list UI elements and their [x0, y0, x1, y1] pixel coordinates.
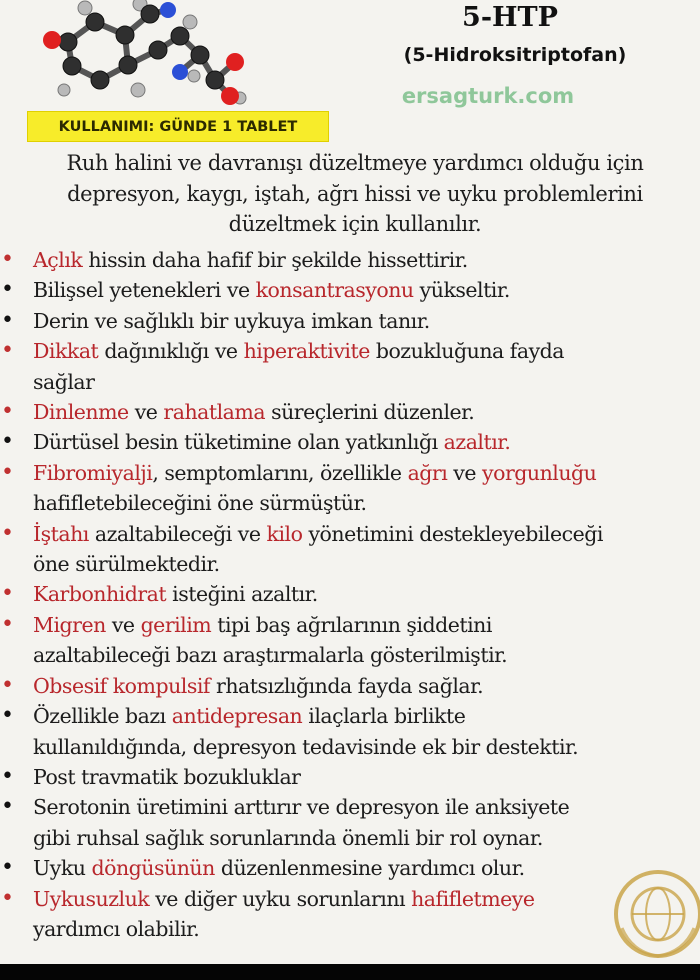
list-item-text: Uyku	[33, 856, 92, 881]
list-item-text: düzenlenmesine yardımcı olur.	[214, 856, 525, 881]
list-item-text: ilaçlarla birlikte	[302, 704, 466, 729]
highlighted-term: gerilim	[140, 612, 212, 637]
list-item-line	[33, 488, 700, 518]
highlighted-term: Obsesif kompulsif	[33, 673, 211, 698]
bullet-icon: •	[1, 855, 14, 881]
usage-label: KULLANIMI: GÜNDE 1 TABLET	[27, 111, 329, 142]
list-item-text: tipi baş ağrılarının şiddetini	[211, 612, 492, 637]
page-subtitle: (5-Hidroksitriptofan)	[403, 44, 627, 66]
molecule-ball-stick-icon	[40, 0, 270, 115]
list-item-line	[33, 792, 700, 822]
list-item	[0, 306, 700, 336]
list-item-text: sağlar	[33, 369, 95, 394]
bullet-icon: •	[1, 307, 14, 333]
list-item-text: Dürtüsel besin tüketimine olan yatkınlığı	[33, 430, 444, 455]
list-item-line	[33, 397, 700, 427]
list-item-text: ve	[128, 400, 164, 425]
list-item-text: kullanıldığında, depresyon tedavisinde ek bir destektir.	[33, 734, 579, 759]
list-item-text: azaltabileceği ve	[88, 521, 267, 546]
intro-line: depresyon, kaygı, iştah, ağrı hissi ve uyku problemlerini	[67, 181, 643, 206]
list-item-text: dağınıklığı ve	[98, 339, 244, 364]
highlighted-term: konsantrasyonu	[255, 278, 414, 303]
list-item-line	[33, 427, 700, 457]
list-item-line	[33, 853, 700, 883]
highlighted-term: Dikkat	[33, 339, 99, 364]
benefits-list	[0, 245, 700, 944]
bullet-icon: •	[1, 520, 14, 546]
list-item-text: Bilişsel yetenekleri ve	[33, 278, 256, 303]
list-item-text: yönetimini destekleyebileceği	[302, 521, 603, 546]
globe-seal-icon	[612, 868, 700, 960]
list-item-text: hissin daha hafif bir şekilde hissettirir.	[82, 248, 468, 272]
list-item-line	[33, 762, 700, 792]
highlighted-term: Uykusuzluk	[33, 886, 150, 911]
list-item-line	[33, 701, 700, 731]
bullet-icon: •	[1, 247, 14, 272]
highlighted-term: Fibromiyalji	[33, 460, 153, 485]
list-item-text: hafifletebileceğini öne sürmüştür.	[33, 491, 367, 516]
bullet-icon: •	[1, 611, 14, 637]
list-item-line	[33, 579, 700, 609]
list-item-line	[33, 245, 700, 275]
list-item-line	[33, 823, 700, 853]
highlighted-term: hiperaktivite	[243, 339, 370, 364]
list-item-text: süreçlerini düzenler.	[265, 400, 475, 425]
list-item-line	[33, 610, 700, 640]
list-item-text: Serotonin üretimini arttırır ve depresyon ile anksiyete	[33, 795, 570, 820]
list-item-line	[33, 367, 700, 397]
list-item-text: Derin ve sağlıklı bir uykuya imkan tanır.	[33, 308, 430, 333]
intro-line: düzeltmek için kullanılır.	[228, 212, 482, 236]
intro-line: Ruh halini ve davranışı düzeltmeye yardımcı olduğu için	[66, 151, 644, 175]
list-item-line	[33, 640, 700, 670]
bullet-icon: •	[1, 763, 14, 789]
highlighted-term: ağrı	[407, 460, 448, 485]
list-item-text: bozukluğuna fayda	[369, 339, 564, 364]
list-item-text: Özellikle bazı	[33, 704, 172, 729]
list-item	[0, 853, 700, 883]
highlighted-term: İştahı	[33, 521, 89, 546]
list-item	[0, 701, 700, 762]
list-item-line	[33, 732, 700, 762]
bullet-icon: •	[1, 459, 14, 485]
list-item-text: azaltabileceği bazı araştırmalarla gösterilmiştir.	[33, 643, 508, 668]
page-title: 5-HTP	[462, 2, 558, 33]
list-item	[0, 792, 700, 853]
list-item-text: öne sürülmektedir.	[33, 552, 220, 577]
list-item-line	[33, 671, 700, 701]
list-item-text: ve	[105, 612, 141, 637]
bullet-icon: •	[1, 429, 14, 455]
list-item-line	[33, 884, 700, 914]
list-item-line	[33, 336, 700, 366]
bullet-icon: •	[1, 399, 14, 425]
highlighted-term: rahatlama	[163, 400, 266, 425]
bullet-icon: •	[1, 277, 14, 303]
list-item-line	[33, 275, 700, 305]
highlighted-term: Karbonhidrat	[33, 582, 167, 607]
list-item	[0, 671, 700, 701]
list-item-text: isteğini azaltır.	[166, 582, 318, 607]
bullet-icon: •	[1, 581, 14, 607]
website-watermark: ersagturk.com	[401, 84, 575, 108]
list-item-text: rhatsızlığında fayda sağlar.	[210, 673, 484, 698]
highlighted-term: hafifletmeye	[411, 886, 535, 911]
highlighted-term: döngüsünün	[91, 856, 215, 881]
list-item	[0, 519, 700, 580]
highlighted-term: kilo	[266, 521, 303, 546]
list-item-text: ve diğer uyku sorunlarını	[149, 886, 412, 911]
list-item	[0, 458, 700, 519]
highlighted-term: Açlık	[33, 248, 83, 272]
intro-paragraph	[12, 148, 698, 240]
list-item	[0, 610, 700, 671]
list-item	[0, 579, 700, 609]
highlighted-term: Migren	[33, 612, 106, 637]
list-item	[0, 397, 700, 427]
highlighted-term: yorgunluğu	[482, 460, 597, 485]
list-item-text: Post travmatik bozukluklar	[33, 764, 301, 789]
list-item	[0, 427, 700, 457]
list-item-line	[33, 306, 700, 336]
list-item	[0, 884, 700, 945]
list-item	[0, 245, 700, 275]
bullet-icon: •	[1, 794, 14, 820]
bullet-icon: •	[1, 338, 14, 364]
bullet-icon: •	[1, 703, 14, 729]
list-item-text: gibi ruhsal sağlık sorunlarında önemli bir rol oynar.	[33, 825, 543, 850]
list-item	[0, 762, 700, 792]
highlighted-term: azaltır.	[443, 430, 511, 455]
bullet-icon: •	[1, 885, 14, 911]
highlighted-term: antidepresan	[171, 704, 303, 729]
bottom-bar	[0, 964, 700, 980]
list-item-text: yardımcı olabilir.	[33, 916, 200, 941]
list-item-line	[33, 519, 700, 549]
list-item-text: , semptomlarını, özellikle	[152, 460, 408, 485]
list-item-text: yükseltir.	[413, 278, 510, 303]
list-item-line	[33, 914, 700, 944]
highlighted-term: Dinlenme	[33, 400, 129, 425]
list-item-line	[33, 458, 700, 488]
list-item	[0, 275, 700, 305]
list-item-line	[33, 549, 700, 579]
list-item	[0, 336, 700, 397]
list-item-text: ve	[447, 460, 483, 485]
bullet-icon: •	[1, 672, 14, 698]
